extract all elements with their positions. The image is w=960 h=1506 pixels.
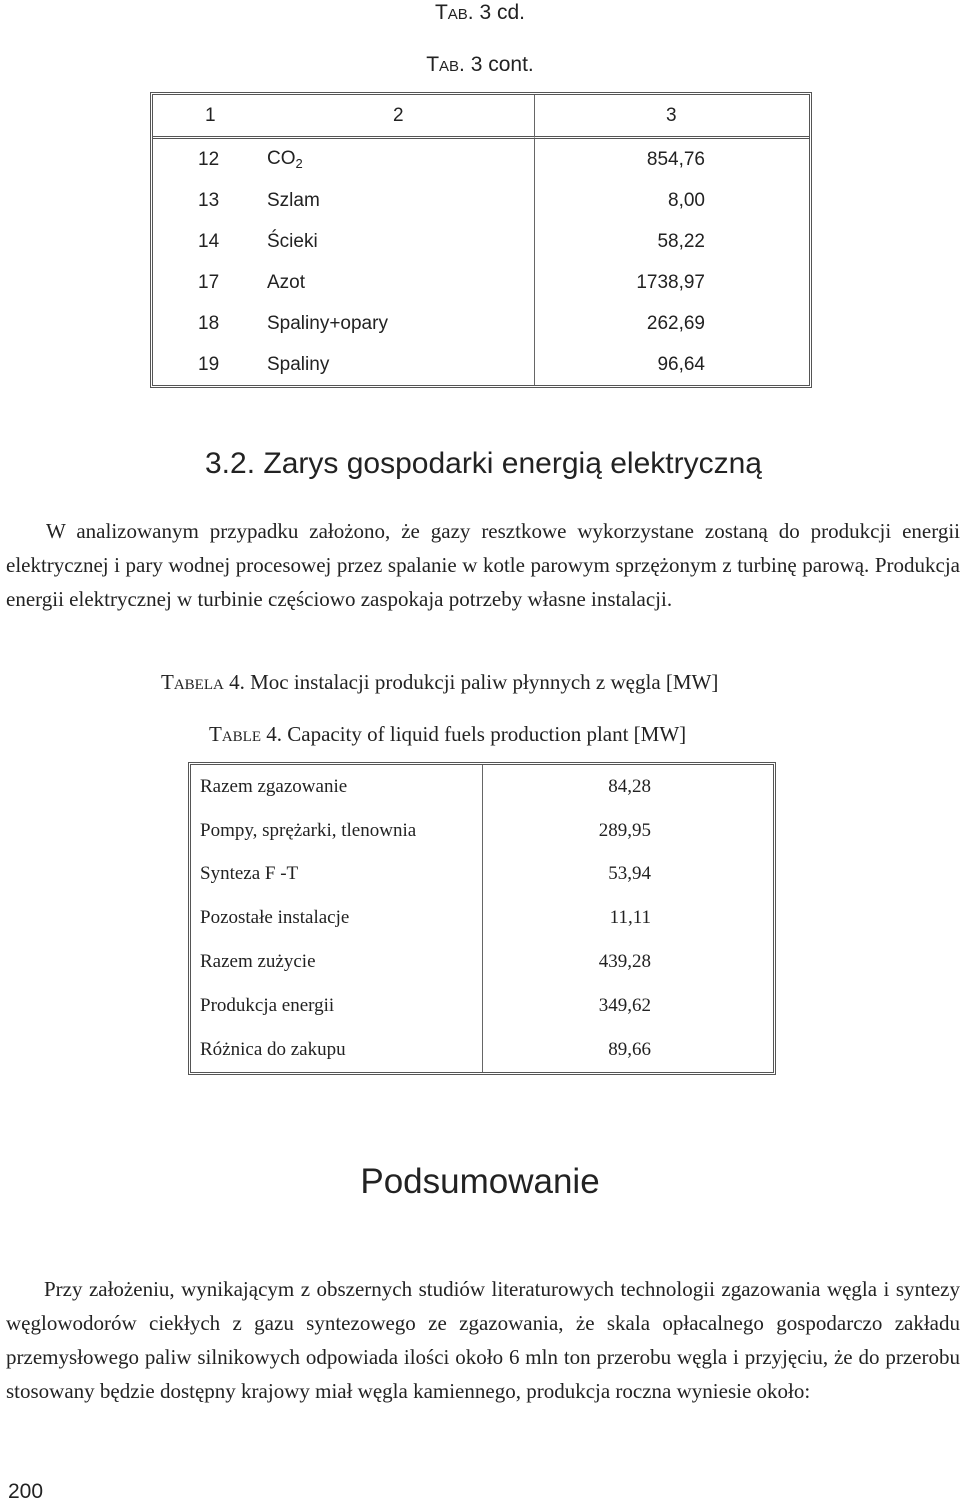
table-row [153,139,809,180]
paragraph-2-text: Przy założeniu, wynikającym z obszernych studiów literaturowych technologii zgazowania węgla i syntezy węglowodorów ciekłych z gazu syntezowego ze zgazowania, że skala opłacalnego gospodarczo zakładu przemysłowego paliw silnikowych odpowiada ilości około 6 mln ton przerobu węgla i przyjęciu, że do przerobu stosowany będzie dostępny krajowy miał węgla kamiennego, produkcja roczna wyniesie około: [6,1277,960,1403]
row-name: Ścieki [253,221,535,262]
caption-label: Tab. [426,53,465,76]
caption-text: 4. Capacity of liquid fuels production plant [MW] [261,722,687,746]
summary-title: Podsumowanie [360,1162,600,1201]
table-row [191,765,773,809]
row-value: 96,64 [657,353,705,375]
caption-label: Tab. [434,1,474,24]
row-label: Pozostałe instalacje [191,896,483,940]
row-number: 13 [198,189,220,211]
page-number: 200 [8,1480,44,1503]
paragraph-1 [6,514,960,616]
row-value: 262,69 [646,312,705,334]
row-name-text: CO [267,148,296,169]
table-row [153,221,809,262]
table-row [153,344,809,385]
row-value: 53,94 [608,863,651,885]
table3-caption-en [0,52,960,78]
row-name-subscript: 2 [295,156,303,171]
row-value: 439,28 [598,951,651,973]
caption-text: 3 cont. [464,53,534,76]
table3-caption-pl [0,0,960,26]
row-number: 14 [198,230,220,252]
row-value: 89,66 [608,1038,651,1060]
table-row [153,262,809,303]
table-row [191,1028,773,1072]
row-name: Szlam [253,180,535,221]
row-number: 19 [198,353,220,375]
table3-header-cell: 3 [535,95,809,139]
row-value: 1738,97 [636,271,705,293]
row-name: Spaliny+opary [253,303,535,344]
table4-caption-en [209,720,686,748]
row-name: Spaliny [253,344,535,385]
paragraph-1-text: W analizowanym przypadku założono, że gazy resztkowe wykorzystane zostaną do produkcji energii elektrycznej i pary wodnej procesowej przez spalanie w kotle parowym sprzężonym z turbinę parową. Produkcja energii elektrycznej w turbinie częściowo zaspokaja potrzeby własne instalacji. [6,519,960,611]
row-label: Razem zużycie [191,940,483,984]
table4-caption-pl [161,668,718,696]
row-label: Synteza F -T [191,853,483,897]
row-value: 854,76 [646,148,705,170]
table-row [191,809,773,853]
row-label: Razem zgazowanie [191,765,483,809]
table4 [188,762,776,1075]
row-name: Azot [253,262,535,303]
section-title: 3.2. Zarys gospodarki energią elektryczną [205,447,762,480]
row-value: 8,00 [668,189,705,211]
table-row [153,180,809,221]
row-label: Pompy, sprężarki, tlenownia [191,809,483,853]
paragraph-2 [6,1272,960,1408]
row-label: Różnica do zakupu [191,1028,483,1072]
row-value: 84,28 [608,775,651,797]
row-value: 349,62 [598,994,651,1016]
row-label: Produkcja energii [191,984,483,1028]
row-number: 17 [198,271,220,293]
row-number: 18 [198,312,220,334]
table3 [150,92,812,388]
caption-text: 3 cd. [473,1,526,24]
row-number: 12 [198,148,220,170]
row-name [253,139,535,180]
table-row [191,984,773,1028]
caption-text: 4. Moc instalacji produkcji paliw płynnych z węgla [MW] [223,670,719,694]
table-row [191,853,773,897]
row-value: 289,95 [598,819,651,841]
row-value: 11,11 [609,907,651,929]
table-row [191,940,773,984]
caption-label: Table [209,722,261,746]
table-row [191,896,773,940]
table3-header-row [153,95,809,139]
table3-header-cell: 1 [153,95,253,139]
row-value: 58,22 [657,230,705,252]
caption-label: Tabela [161,670,224,694]
table3-header-cell: 2 [253,95,535,139]
table-row [153,303,809,344]
